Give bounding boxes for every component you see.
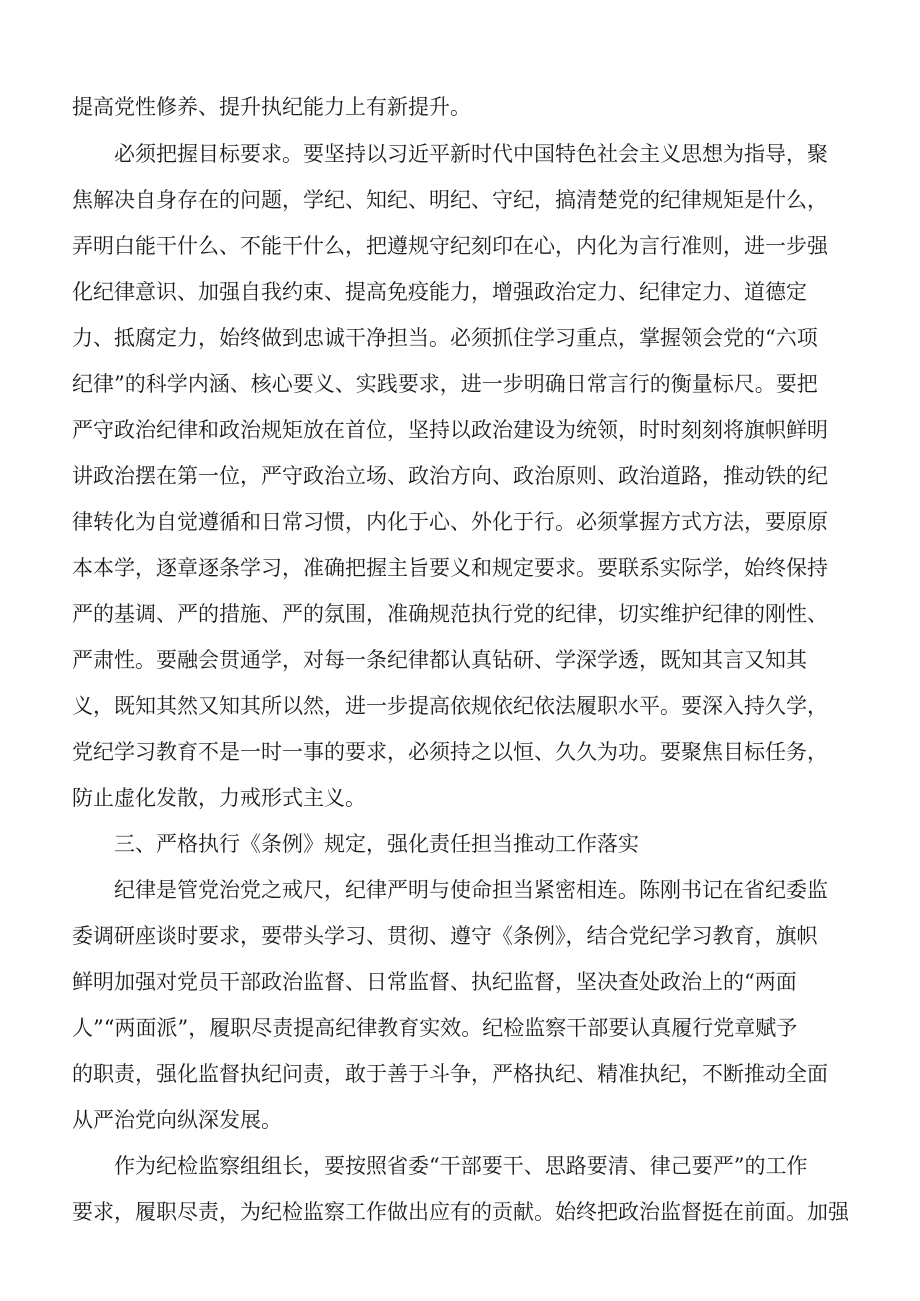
text-line: 必须把握目标要求。要坚持以习近平新时代中国特色社会主义思想为指导，聚 <box>114 142 828 166</box>
text-line: 人”“两面派”，履职尽责提高纪律教育实效。纪检监察干部要认真履行党章赋予 <box>72 1016 798 1040</box>
text-line: 要求，履职尽责，为纪检监察工作做出应有的贡献。始终把政治监督挺在前面。加强 <box>72 1200 849 1224</box>
text-line: 党纪学习教育不是一时一事的要求，必须持之以恒、久久为功。要聚焦目标任务， <box>72 740 828 764</box>
text-line: 弄明白能干什么、不能干什么，把遵规守纪刻印在心，内化为言行准则，进一步强 <box>72 234 828 258</box>
text-line: 的职责，强化监督执纪问责，敢于善于斗争，严格执纪、精准执纪，不断推动全面 <box>72 1062 828 1086</box>
text-line: 纪律是管党治党之戒尺，纪律严明与使命担当紧密相连。陈刚书记在省纪委监 <box>114 878 828 902</box>
text-line: 严肃性。要融会贯通学，对每一条纪律都认真钻研、学深学透，既知其言又知其 <box>72 648 807 672</box>
text-line: 化纪律意识、加强自我约束、提高免疫能力，增强政治定力、纪律定力、道德定 <box>72 280 807 304</box>
text-line: 义，既知其然又知其所以然，进一步提高依规依纪依法履职水平。要深入持久学， <box>72 694 828 718</box>
text-line: 委调研座谈时要求，要带头学习、贯彻、遵守《条例》，结合党纪学习教育，旗帜 <box>72 924 818 948</box>
text-line: 防止虚化发散，力戒形式主义。 <box>72 786 366 810</box>
text-line: 本本学，逐章逐条学习，准确把握主旨要义和规定要求。要联系实际学，始终保持 <box>72 556 828 580</box>
section-heading: 三、严格执行《条例》规定，强化责任担当推动工作落实 <box>114 832 639 856</box>
text-line: 律转化为自觉遵循和日常习惯，内化于心、外化于行。必须掌握方式方法，要原原 <box>72 510 828 534</box>
text-line: 作为纪检监察组组长，要按照省委“干部要干、思路要清、律己要严”的工作 <box>114 1154 808 1178</box>
text-line: 焦解决自身存在的问题，学纪、知纪、明纪、守纪，搞清楚党的纪律规矩是什么， <box>72 188 828 212</box>
text-line: 鲜明加强对党员干部政治监督、日常监督、执纪监督，坚决查处政治上的“两面 <box>72 970 797 994</box>
text-line: 力、抵腐定力，始终做到忠诚干净担当。必须抓住学习重点，掌握领会党的“六项 <box>72 326 818 350</box>
text-line: 纪律”的科学内涵、核心要义、实践要求，进一步明确日常言行的衡量标尺。要把 <box>72 372 818 396</box>
text-line: 讲政治摆在第一位，严守政治立场、政治方向、政治原则、政治道路，推动铁的纪 <box>72 464 828 488</box>
text-line: 严的基调、严的措施、严的氛围，准确规范执行党的纪律，切实维护纪律的刚性、 <box>72 602 828 626</box>
text-line: 提高党性修养、提升执纪能力上有新提升。 <box>72 95 471 119</box>
text-line: 严守政治纪律和政治规矩放在首位，坚持以政治建设为统领，时时刻刻将旗帜鲜明 <box>72 418 828 442</box>
text-line: 从严治党向纵深发展。 <box>72 1108 282 1132</box>
